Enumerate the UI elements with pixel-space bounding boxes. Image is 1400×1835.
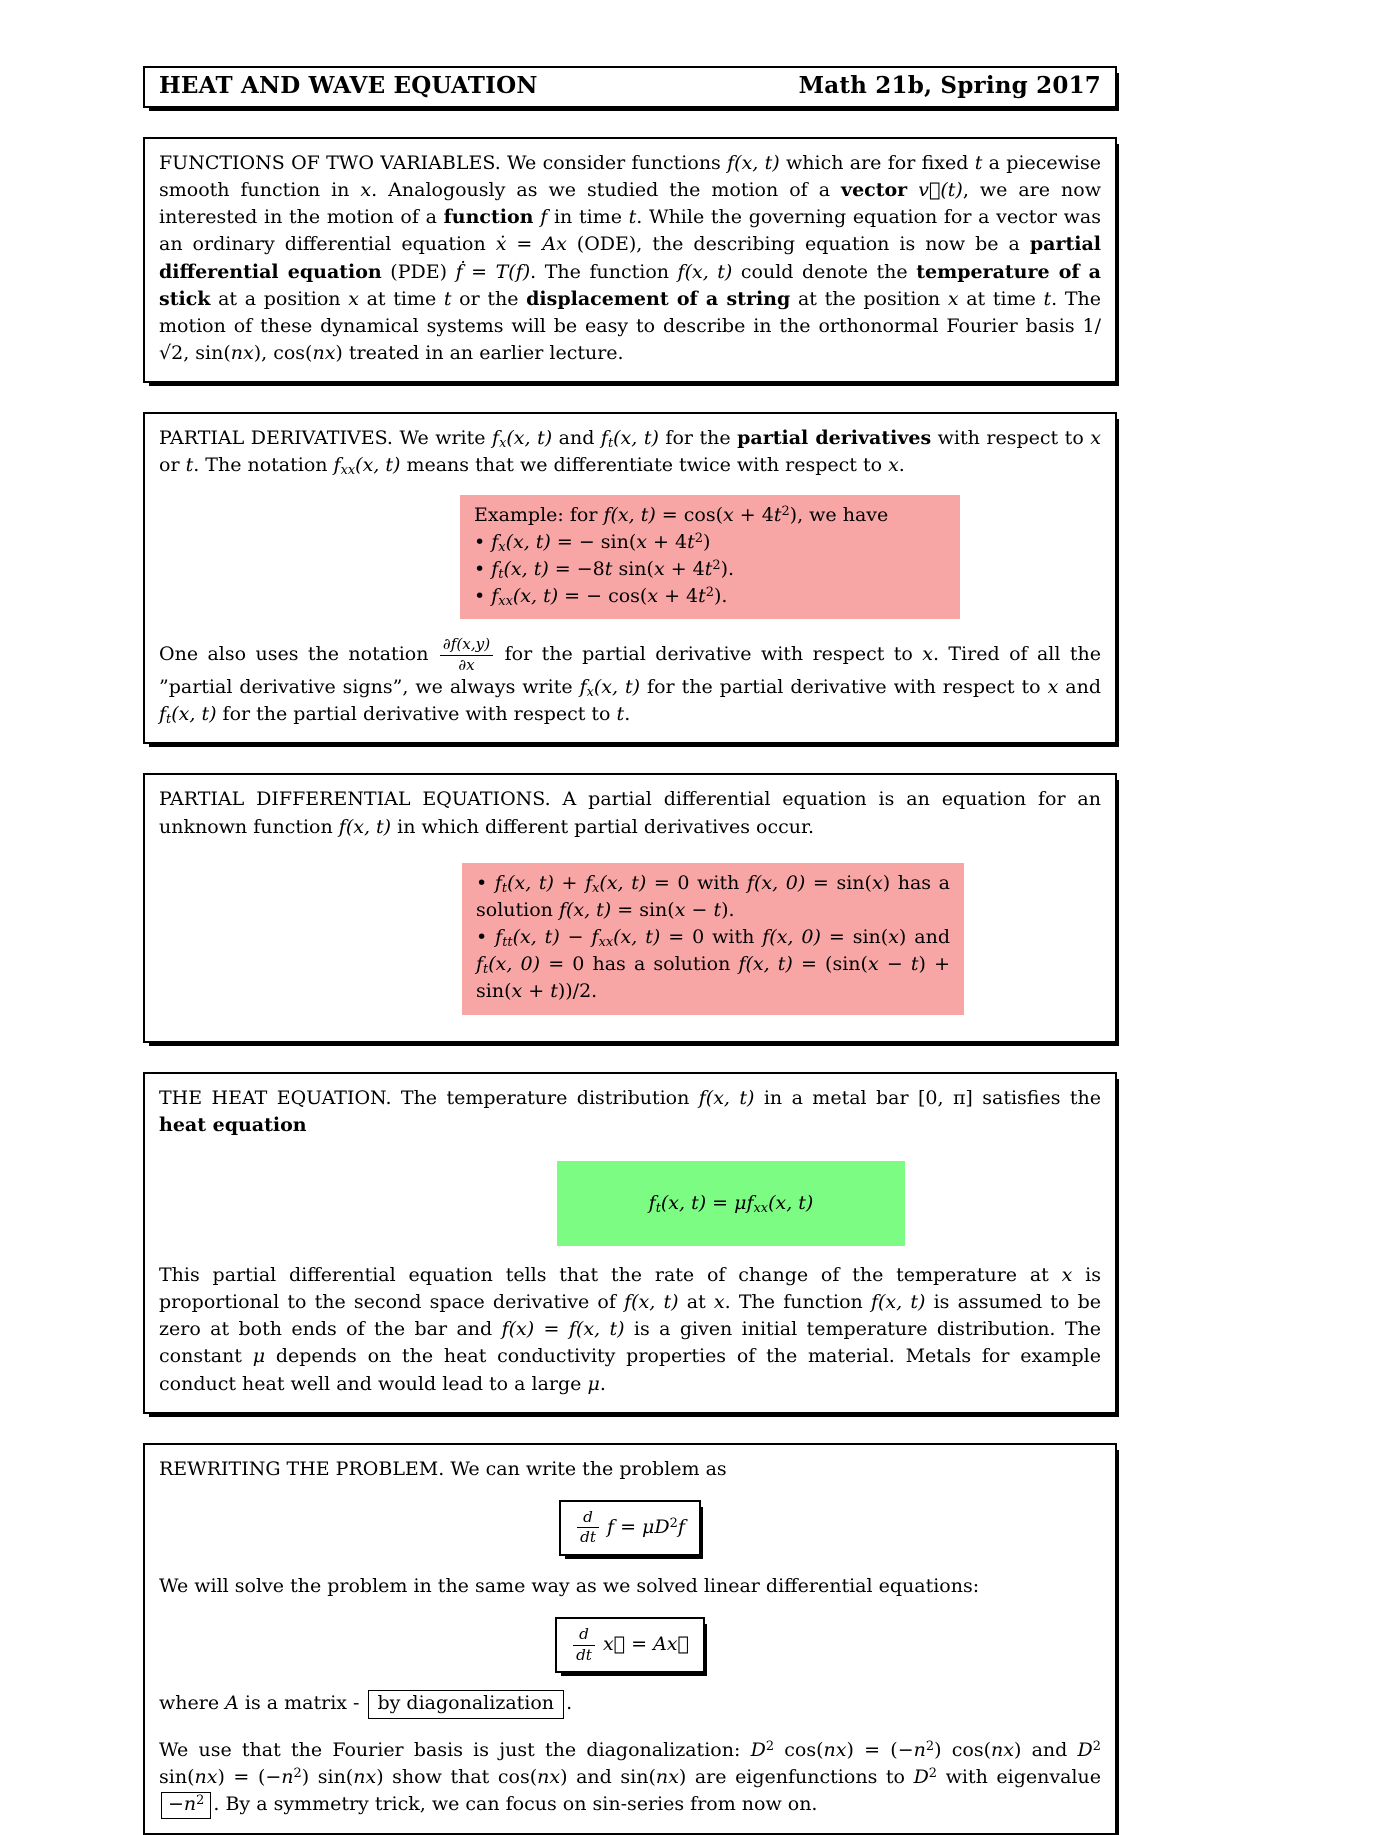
fraction-denominator: dt — [576, 1645, 592, 1664]
example-bullet: • $f_t(x$, t) = −8t $\sin(x + 4t^2)$. — [474, 557, 735, 582]
fourier-text-pre: We use that the Fourier basis is just the diagonalization: $D^2$ $\cos(nx) = (-n^2)$ cos(nx) and $D^2$ $\sin(nx) = (-n^2)$ sin(nx) show that cos(nx) and sin(nx) are eigenfunctions to $D^2$ with eigenvalue — [159, 1738, 1101, 1788]
diagonalization-box: by diagonalization — [368, 1690, 565, 1719]
equation-rest: x⃗ = Ax⃗ — [602, 1633, 689, 1655]
heat-equation-paragraph: THE HEAT EQUATION. The temperature distribution f(x, t) in a metal bar [0, π] satisfies the heat equation — [159, 1086, 1101, 1136]
title-bar — [143, 66, 1117, 108]
derivatives-example-box — [460, 495, 960, 620]
fraction-denominator: ∂x — [458, 655, 475, 674]
pde-example-box — [462, 863, 964, 1015]
equation-line-2 — [159, 1617, 1101, 1673]
fourier-basis-paragraph — [159, 1737, 1101, 1819]
section-rewriting-the-problem — [143, 1443, 1117, 1835]
matrix-text-pre: where A is a matrix - — [159, 1691, 366, 1714]
eigenvalue-box: $-n^2$ — [161, 1792, 211, 1819]
ddt-x-equation-box — [555, 1617, 705, 1673]
equation-line-1 — [159, 1500, 1101, 1556]
fourier-text-post: . By a symmetry trick, we can focus on sin-series from now on. — [213, 1793, 818, 1816]
heat-equation-explanation: This partial differential equation tells that the rate of change of the temperature at x is proportional to the second space derivative of f(x, t) at x. The function f(x, t) is assumed to be zero at both ends of the bar and f(x) = f(x, t) is a given initial temperature distribution. The constant μ depends on the heat conductivity properties of the material. Metals for example conduct heat well and would lead to a large μ. — [159, 1264, 1102, 1395]
document-title: HEAT AND WAVE EQUATION — [159, 72, 538, 99]
partial-derivatives-paragraph: PARTIAL DERIVATIVES. We write $f_x(x$, t) and $f_t(x$, t) for the partial derivatives with respect to x or t. The notation $f_{xx}(x$, t) means that we differentiate twice with respect to x. — [159, 427, 1101, 479]
fraction-numerator: d — [573, 1626, 595, 1645]
example-bullet: • $f_{xx}(x$, t) = − $\cos(x + 4t^2)$. — [474, 585, 728, 609]
notation-text-pre: One also uses the notation — [159, 643, 438, 666]
document-page — [143, 0, 1117, 1835]
course-label: Math 21b, Spring 2017 — [798, 72, 1101, 99]
section-heat-equation — [143, 1072, 1117, 1414]
fraction-denominator: dt — [580, 1528, 596, 1547]
notation-paragraph — [159, 636, 1101, 728]
ddt-f-equation-box — [559, 1500, 701, 1556]
functions-paragraph: FUNCTIONS OF TWO VARIABLES. We consider functions f(x, t) which are for fixed t a piecewise smooth function in x. Analogously as we studied the motion of a vector v⃗(t), we are now interested in the motion of a function f in time t. While the governing equation for a vector was an ordinary differential equation ẋ = Ax (ODE), the describing equation is now be a partial differential equation (PDE) ḟ = T(f). The function f(x, t) could denote the temperature of a stick at a position x at time t or the displacement of a string at the position x at time t. The motion of these dynamical systems will be easy to describe in the orthonormal Fourier basis 1/√2, sin(nx), cos(nx) treated in an earlier lecture. — [159, 152, 1101, 365]
example-title-line: Example: for f(x, $t) = \cos(x + 4t^2)$, we have — [474, 503, 889, 526]
pde-example-item: • $f_t(x$, $t) + f_x(x$, t) = 0 with f(x, 0) = sin(x) has a solution f(x, t) = sin(x − t). — [476, 871, 950, 921]
notation-text-post: for the partial derivative with respect to x. Tired of all the ”partial derivative signs”, we always write $f_x(x$, t) for the partial derivative with respect to x and $f_t(x$, t) for the partial derivative with respect to t. — [159, 643, 1101, 728]
pde-example-item: • $f_{tt}(x$, $t) - f_{xx}(x$, t) = 0 with f(x, 0) = sin(x) and $f_t(x$, 0) = 0 has a solution f(x, t) = (sin(x − t) + sin(x + t))/2. — [476, 926, 951, 1003]
ddt-fraction — [577, 1509, 599, 1547]
equation-rest: $f = \mu D^2f$ — [606, 1515, 685, 1538]
rewriting-intro-line: REWRITING THE PROBLEM. We can write the problem as — [159, 1457, 727, 1480]
section-functions-of-two-variables — [143, 137, 1117, 383]
heat-equation-highlight-box — [557, 1161, 905, 1246]
fraction-numerator: ∂f(x,y) — [440, 636, 493, 655]
section-partial-differential-equations — [143, 773, 1117, 1042]
diagonalization-line — [159, 1690, 1101, 1719]
ddt-fraction — [573, 1626, 595, 1664]
section-partial-derivatives — [143, 412, 1117, 744]
fraction-numerator: d — [577, 1509, 599, 1528]
example-bullet: • $f_x(x$, t) = − $\sin(x + 4t^2)$ — [474, 530, 711, 555]
heat-equation-formula: $f_t(x$, $t) = \mu f_{xx}(x$, t) — [648, 1191, 814, 1216]
pde-paragraph: PARTIAL DIFFERENTIAL EQUATIONS. A partial differential equation is an equation for an unknown function f(x, t) in which different partial derivatives occur. — [159, 788, 1101, 838]
matrix-text-post: . — [566, 1691, 573, 1714]
solve-method-line: We will solve the problem in the same way as we solved linear differential equations: — [159, 1574, 980, 1597]
partial-derivative-fraction — [440, 636, 493, 674]
